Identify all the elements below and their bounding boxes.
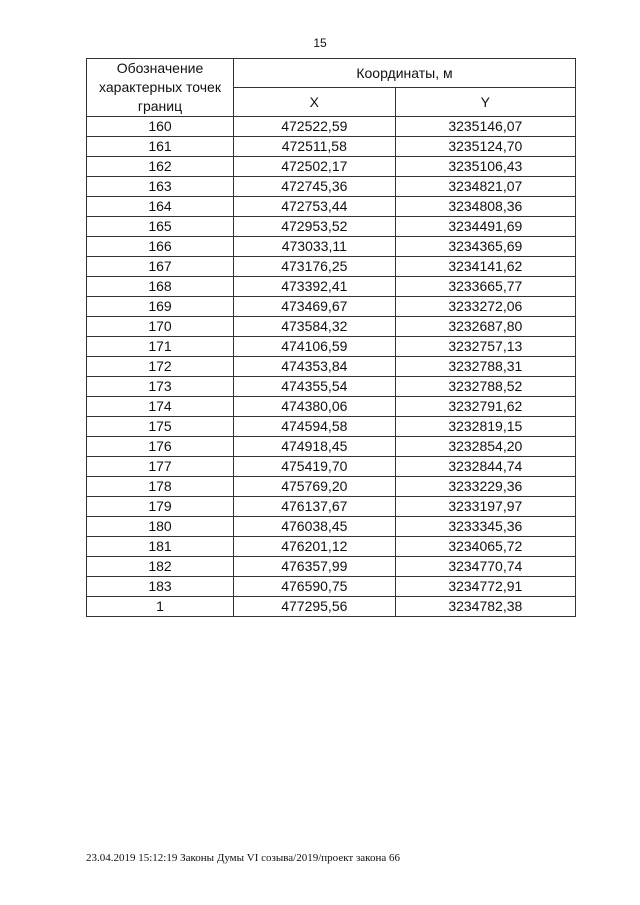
y-cell: 3233345,36 <box>395 517 575 537</box>
point-cell: 162 <box>87 157 234 177</box>
point-cell: 167 <box>87 257 234 277</box>
table-row <box>87 117 576 137</box>
point-cell: 160 <box>87 117 234 137</box>
y-cell: 3232687,80 <box>395 317 575 337</box>
point-cell: 176 <box>87 437 234 457</box>
table-row <box>87 477 576 497</box>
y-cell: 3235124,70 <box>395 137 575 157</box>
y-cell: 3232757,13 <box>395 337 575 357</box>
y-cell: 3232844,74 <box>395 457 575 477</box>
x-cell: 472745,36 <box>234 177 396 197</box>
table-row <box>87 157 576 177</box>
table-body <box>87 117 576 617</box>
table-row <box>87 577 576 597</box>
x-cell: 475769,20 <box>234 477 396 497</box>
table-row <box>87 377 576 397</box>
table-row <box>87 497 576 517</box>
point-cell: 177 <box>87 457 234 477</box>
y-cell: 3235146,07 <box>395 117 575 137</box>
coordinates-table <box>86 58 576 617</box>
y-cell: 3232788,31 <box>395 357 575 377</box>
header-y: Y <box>395 88 575 117</box>
y-cell: 3232788,52 <box>395 377 575 397</box>
table-row <box>87 437 576 457</box>
table-row <box>87 357 576 377</box>
page-number: 15 <box>313 36 327 50</box>
point-cell: 173 <box>87 377 234 397</box>
x-cell: 475419,70 <box>234 457 396 477</box>
x-cell: 476038,45 <box>234 517 396 537</box>
table-row <box>87 557 576 577</box>
table-row <box>87 597 576 617</box>
x-cell: 473392,41 <box>234 277 396 297</box>
header-x: X <box>234 88 396 117</box>
point-cell: 179 <box>87 497 234 517</box>
table-row <box>87 177 576 197</box>
x-cell: 474594,58 <box>234 417 396 437</box>
table-row <box>87 337 576 357</box>
table-row <box>87 257 576 277</box>
table-row <box>87 237 576 257</box>
y-cell: 3233197,97 <box>395 497 575 517</box>
x-cell: 472522,59 <box>234 117 396 137</box>
table-row <box>87 317 576 337</box>
x-cell: 474918,45 <box>234 437 396 457</box>
point-cell: 161 <box>87 137 234 157</box>
x-cell: 474353,84 <box>234 357 396 377</box>
point-cell: 182 <box>87 557 234 577</box>
point-cell: 164 <box>87 197 234 217</box>
point-cell: 165 <box>87 217 234 237</box>
point-cell: 172 <box>87 357 234 377</box>
x-cell: 476201,12 <box>234 537 396 557</box>
table-row <box>87 417 576 437</box>
point-cell: 178 <box>87 477 234 497</box>
table-row <box>87 197 576 217</box>
y-cell: 3232791,62 <box>395 397 575 417</box>
x-cell: 476137,67 <box>234 497 396 517</box>
x-cell: 473176,25 <box>234 257 396 277</box>
x-cell: 472511,58 <box>234 137 396 157</box>
point-cell: 174 <box>87 397 234 417</box>
y-cell: 3234782,38 <box>395 597 575 617</box>
x-cell: 473584,32 <box>234 317 396 337</box>
point-cell: 169 <box>87 297 234 317</box>
y-cell: 3234365,69 <box>395 237 575 257</box>
table-row <box>87 297 576 317</box>
point-cell: 168 <box>87 277 234 297</box>
y-cell: 3234772,91 <box>395 577 575 597</box>
y-cell: 3234808,36 <box>395 197 575 217</box>
table-row <box>87 537 576 557</box>
x-cell: 472953,52 <box>234 217 396 237</box>
y-cell: 3234065,72 <box>395 537 575 557</box>
point-cell: 166 <box>87 237 234 257</box>
y-cell: 3234141,62 <box>395 257 575 277</box>
x-cell: 477295,56 <box>234 597 396 617</box>
header-point-designation: Обозначение характерных точек границ <box>87 59 234 117</box>
x-cell: 476357,99 <box>234 557 396 577</box>
table-row <box>87 397 576 417</box>
x-cell: 473033,11 <box>234 237 396 257</box>
y-cell: 3233272,06 <box>395 297 575 317</box>
y-cell: 3234770,74 <box>395 557 575 577</box>
table-header <box>87 59 576 117</box>
table-row <box>87 517 576 537</box>
x-cell: 472502,17 <box>234 157 396 177</box>
x-cell: 474380,06 <box>234 397 396 417</box>
point-cell: 171 <box>87 337 234 357</box>
point-cell: 183 <box>87 577 234 597</box>
table-row <box>87 277 576 297</box>
point-cell: 175 <box>87 417 234 437</box>
x-cell: 474355,54 <box>234 377 396 397</box>
point-cell: 170 <box>87 317 234 337</box>
point-cell: 1 <box>87 597 234 617</box>
x-cell: 473469,67 <box>234 297 396 317</box>
table-row <box>87 457 576 477</box>
y-cell: 3235106,43 <box>395 157 575 177</box>
header-coordinates: Координаты, м <box>234 59 576 88</box>
x-cell: 474106,59 <box>234 337 396 357</box>
table-row <box>87 137 576 157</box>
y-cell: 3233229,36 <box>395 477 575 497</box>
document-footer: 23.04.2019 15:12:19 Законы Думы VI созыва/2019/проект закона 66 <box>86 852 400 864</box>
y-cell: 3234821,07 <box>395 177 575 197</box>
y-cell: 3234491,69 <box>395 217 575 237</box>
y-cell: 3233665,77 <box>395 277 575 297</box>
y-cell: 3232854,20 <box>395 437 575 457</box>
point-cell: 163 <box>87 177 234 197</box>
point-cell: 181 <box>87 537 234 557</box>
table-row <box>87 217 576 237</box>
y-cell: 3232819,15 <box>395 417 575 437</box>
point-cell: 180 <box>87 517 234 537</box>
x-cell: 476590,75 <box>234 577 396 597</box>
x-cell: 472753,44 <box>234 197 396 217</box>
